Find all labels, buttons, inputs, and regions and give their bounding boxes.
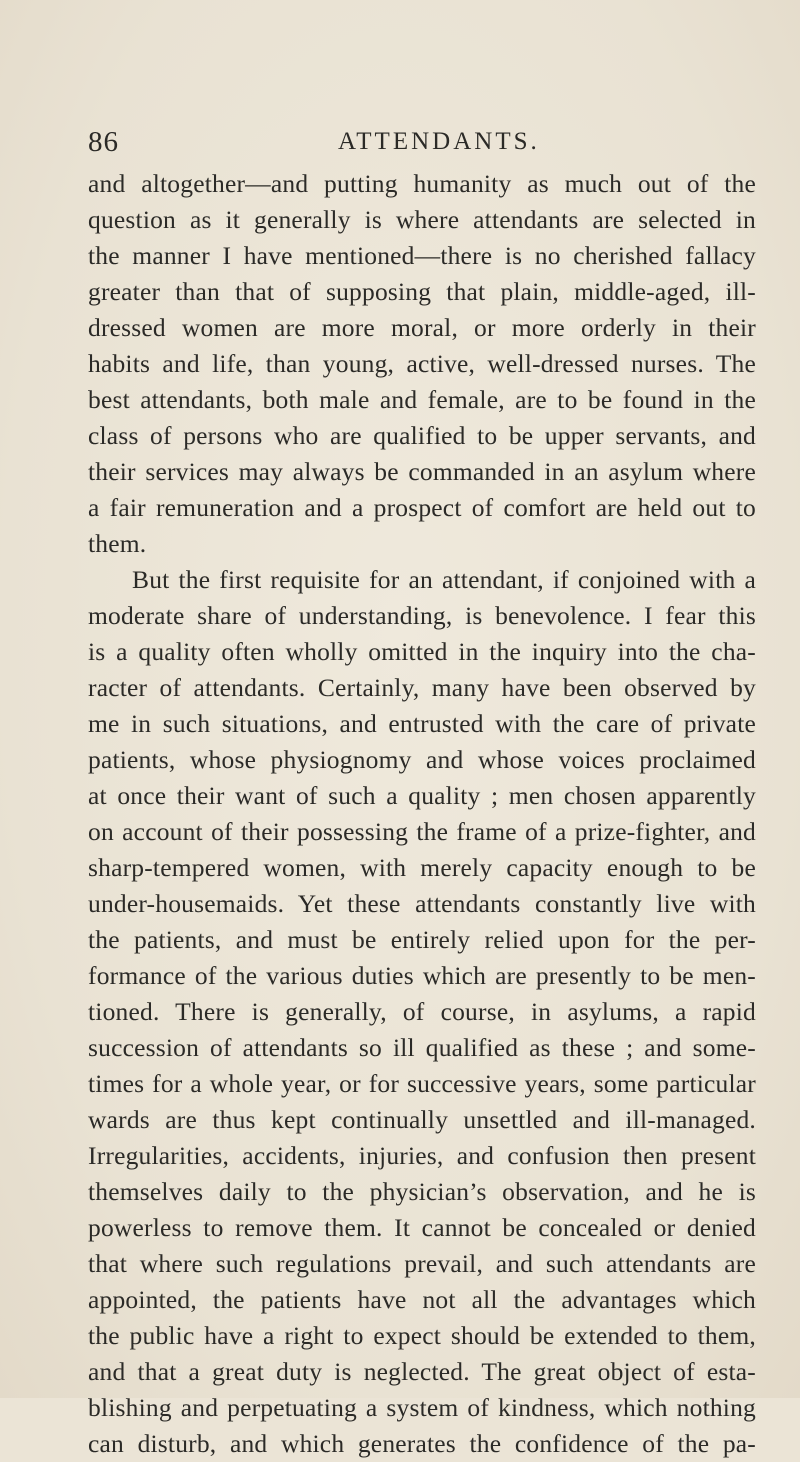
- text-line: tioned. There is generally, of course, in asylums, a rapid: [88, 997, 756, 1026]
- text-line: best attendants, both male and female, are to be found in the: [88, 385, 756, 414]
- text-line: the public have a right to expect should be extended to them,: [88, 1321, 756, 1350]
- page-header: [88, 126, 756, 166]
- page-number: 86: [88, 126, 119, 158]
- text-line: question as it generally is where attendants are selected in: [88, 205, 756, 234]
- text-line: me in such situations, and entrusted with the care of private: [88, 709, 756, 738]
- text-line: racter of attendants. Certainly, many have been observed by: [88, 673, 756, 702]
- text-line: themselves daily to the physician’s observation, and he is: [88, 1177, 756, 1206]
- text-line: moderate share of understanding, is benevolence. I fear this: [88, 601, 756, 630]
- text-line: patients, whose physiognomy and whose voices proclaimed: [88, 745, 756, 774]
- text-line: the patients, and must be entirely relied upon for the per-: [88, 925, 756, 954]
- paragraph-first-line: But the first requisite for an attendant, if conjoined with a: [132, 565, 756, 594]
- text-line: that where such regulations prevail, and such attendants are: [88, 1249, 756, 1278]
- text-line: Irregularities, accidents, injuries, and confusion then present: [88, 1141, 756, 1170]
- text-line: their services may always be commanded in an asylum where: [88, 457, 756, 486]
- paragraph-end-line: them.: [88, 529, 147, 558]
- text-line: the manner I have mentioned—there is no cherished fallacy: [88, 241, 756, 270]
- text-line: a fair remuneration and a prospect of comfort are held out to: [88, 493, 756, 522]
- text-line: can disturb, and which generates the confidence of the pa-: [88, 1429, 756, 1458]
- text-line: succession of attendants so ill qualified as these ; and some-: [88, 1033, 756, 1062]
- text-line: appointed, the patients have not all the advantages which: [88, 1285, 756, 1314]
- text-line: under-housemaids. Yet these attendants constantly live with: [88, 889, 756, 918]
- text-line: and that a great duty is neglected. The great object of esta-: [88, 1357, 756, 1386]
- text-line: habits and life, than young, active, well-dressed nurses. The: [88, 349, 756, 378]
- text-line: and altogether—and putting humanity as much out of the: [88, 169, 756, 198]
- text-line: powerless to remove them. It cannot be concealed or denied: [88, 1213, 756, 1242]
- text-line: on account of their possessing the frame of a prize-fighter, and: [88, 817, 756, 846]
- text-line: is a quality often wholly omitted in the inquiry into the cha-: [88, 637, 756, 666]
- text-line: times for a whole year, or for successive years, some particular: [88, 1069, 756, 1098]
- text-line: greater than that of supposing that plain, middle-aged, ill-: [88, 277, 756, 306]
- text-line: at once their want of such a quality ; men chosen apparently: [88, 781, 756, 810]
- running-head: ATTENDANTS.: [338, 128, 540, 155]
- text-line: dressed women are more moral, or more orderly in their: [88, 313, 756, 342]
- text-line: sharp-tempered women, with merely capacity enough to be: [88, 853, 756, 882]
- text-line: wards are thus kept continually unsettled and ill-managed.: [88, 1105, 756, 1134]
- text-line: formance of the various duties which are presently to be men-: [88, 961, 756, 990]
- text-line: blishing and perpetuating a system of kindness, which nothing: [88, 1393, 756, 1422]
- text-line: class of persons who are qualified to be upper servants, and: [88, 421, 756, 450]
- body-text: [88, 166, 756, 1462]
